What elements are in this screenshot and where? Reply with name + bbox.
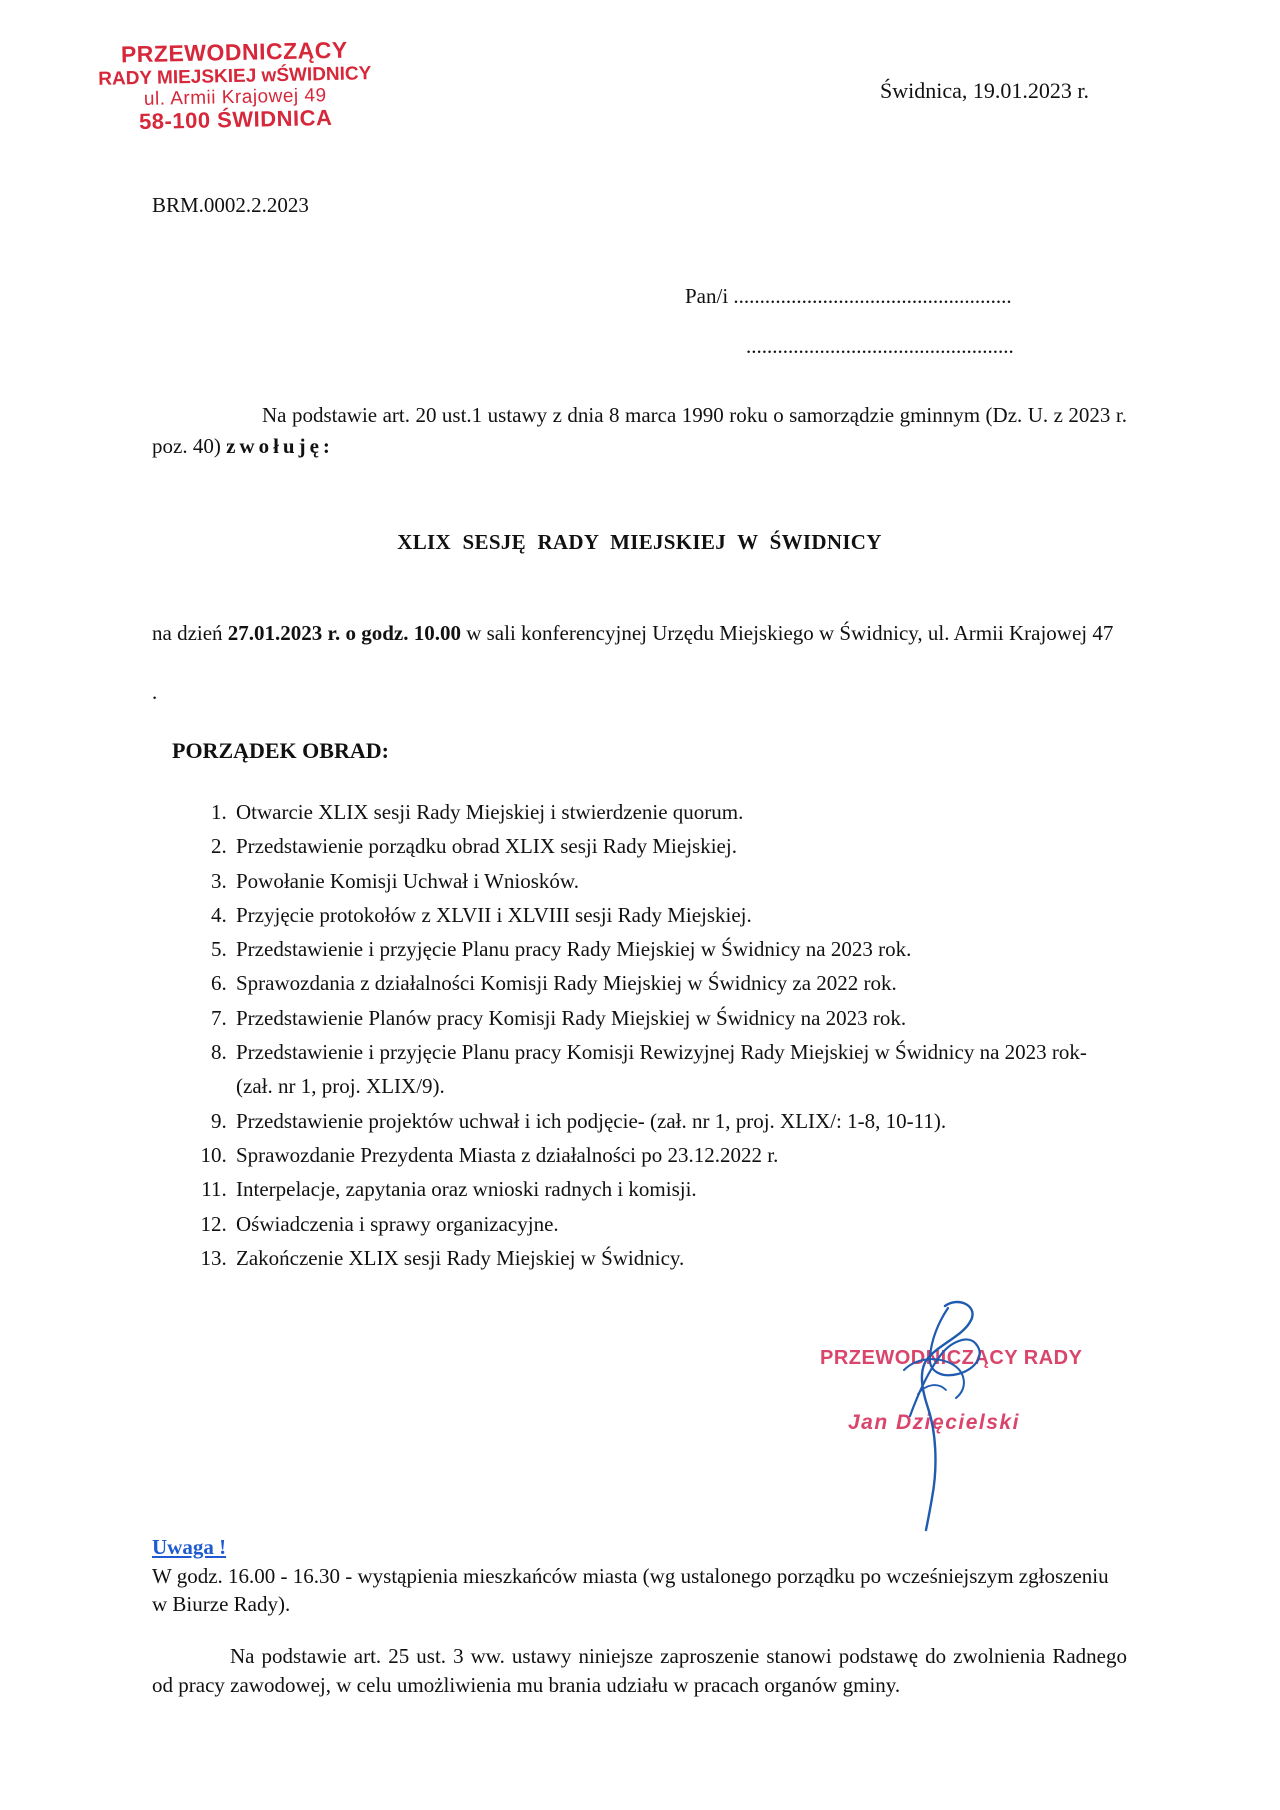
intro-text: Na podstawie art. 20 ust.1 ustawy z dnia 8 marca 1990 roku o samorządzie gminnym (Dz. U. z 2023 r. poz. 40) — [152, 403, 1127, 458]
chairman-stamp — [94, 37, 376, 136]
stamp-line-3: ul. Armii Krajowej 49 — [143, 85, 327, 110]
session-title: XLIX SESJĘ RADY MIEJSKIEJ W ŚWIDNICY — [397, 530, 882, 554]
session-when: 27.01.2023 r. o godz. 10.00 — [227, 621, 461, 645]
agenda-item: 10. Sprawozdanie Prezydenta Miasta z działalności po 23.12.2022 r. — [232, 1138, 1122, 1172]
stamp-line-2: RADY MIEJSKIEJ wŚWIDNICY — [98, 62, 372, 90]
agenda-item: 7. Przedstawienie Planów pracy Komisji Rady Miejskiej w Świdnicy na 2023 rok. — [232, 1001, 1122, 1035]
addressee-line-2: ................................................... — [746, 334, 1014, 358]
stamp-line-1: PRZEWODNICZĄCY — [120, 36, 348, 68]
agenda-heading: PORZĄDEK OBRAD: — [172, 738, 389, 763]
reference-number: BRM.0002.2.2023 — [152, 193, 309, 217]
agenda-item: 8. Przedstawienie i przyjęcie Planu pracy Komisji Rewizyjnej Rady Miejskiej w Świdnicy na 2023 rok- (zał. nr 1, proj. XLIX/9). — [232, 1035, 1122, 1104]
agenda-item: 2. Przedstawienie porządku obrad XLIX sesji Rady Miejskiej. — [232, 829, 1122, 863]
addressee-line-1: Pan/i ..................................................... — [685, 284, 1012, 308]
session-suffix: w sali konferencyjnej Urzędu Miejskiego w Świdnicy, ul. Armii Krajowej 47 — [460, 621, 1114, 645]
handwritten-signature — [870, 1298, 1010, 1533]
stray-dot: . — [152, 680, 158, 704]
agenda-item: 4. Przyjęcie protokołów z XLVII i XLVIII sesji Rady Miejskiej. — [232, 898, 1122, 932]
agenda-item: 3. Powołanie Komisji Uchwał i Wniosków. — [232, 864, 1122, 898]
intro-paragraph — [152, 400, 1127, 462]
session-paragraph — [152, 618, 1127, 649]
stamp-line-4: 58-100 ŚWIDNICA — [138, 105, 333, 135]
agenda-item: 12. Oświadczenia i sprawy organizacyjne. — [232, 1207, 1122, 1241]
agenda-list — [190, 795, 1122, 1275]
signature-name: Jan Dzięcielski — [848, 1411, 1020, 1434]
session-prefix: na dzień — [152, 621, 228, 645]
agenda-item: 5. Przedstawienie i przyjęcie Planu pracy Rady Miejskiej w Świdnicy na 2023 rok. — [232, 932, 1122, 966]
place-date: Świdnica, 19.01.2023 r. — [880, 78, 1089, 103]
agenda-item: 13. Zakończenie XLIX sesji Rady Miejskiej w Świdnicy. — [232, 1241, 1122, 1275]
agenda-item: 9. Przedstawienie projektów uchwał i ich podjęcie- (zał. nr 1, proj. XLIX/: 1-8, 10-11). — [232, 1104, 1122, 1138]
intro-verb: zwołuję: — [226, 434, 334, 458]
agenda-item: 1. Otwarcie XLIX sesji Rady Miejskiej i stwierdzenie quorum. — [232, 795, 1122, 829]
note-label: Uwaga ! — [152, 1535, 227, 1559]
signature-role: PRZEWODNICZĄCY RADY — [820, 1347, 1083, 1369]
note-text: W godz. 16.00 - 16.30 - wystąpienia mieszkańców miasta (wg ustalonego porządku po wcześniejszym zgłoszeniu w Biurze Rady). — [152, 1564, 1109, 1616]
final-paragraph: Na podstawie art. 25 ust. 3 ww. ustawy niniejsze zaproszenie stanowi podstawę do zwolnienia Radnego od pracy zawodowej, w celu umożliwienia mu brania udziału w pracach organów gminy. — [152, 1644, 1127, 1697]
agenda-item: 6. Sprawozdania z działalności Komisji Rady Miejskiej w Świdnicy za 2022 rok. — [232, 966, 1122, 1000]
agenda-item: 11. Interpelacje, zapytania oraz wnioski radnych i komisji. — [232, 1172, 1122, 1206]
